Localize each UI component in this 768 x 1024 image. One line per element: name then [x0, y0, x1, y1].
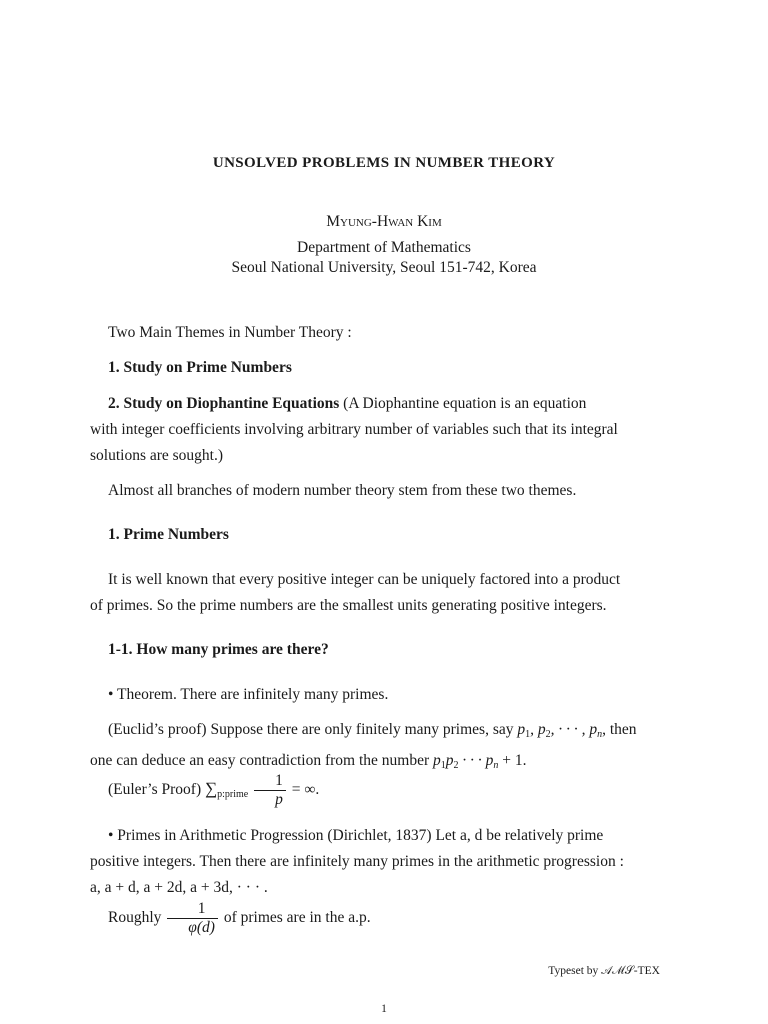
theme-2-line-3: solutions are sought.) — [90, 447, 224, 464]
euler-fraction — [254, 772, 286, 809]
typeset-credit: Typeset by 𝒜ℳ𝒮-TEX — [548, 965, 660, 977]
theme-2-line-2: with integer coefficients involving arbitrary number of variables such that its integral — [90, 421, 618, 438]
roughly-suffix: of primes are in the a.p. — [219, 909, 371, 927]
euclid-line-2b: + 1. — [498, 752, 527, 769]
section-1-line-1: It is well known that every positive integer can be uniquely factored into a product — [108, 571, 621, 588]
theme-2-paragraph — [90, 391, 660, 469]
affiliation-line-1: Department of Mathematics — [297, 239, 471, 256]
section-1-heading: 1. Prime Numbers — [108, 526, 229, 543]
theorem-text: • Theorem. There are infinitely many primes. — [108, 686, 389, 703]
paper-title: UNSOLVED PROBLEMS IN NUMBER THEORY — [212, 155, 556, 171]
section-1-line-2: of primes. So the prime numbers are the smallest units generating positive integers. — [90, 597, 607, 614]
dirichlet-line-3: a, a + d, a + 2d, a + 3d, · · · . — [90, 879, 268, 896]
dirichlet-line-2: positive integers. Then there are infinitely many primes in the arithmetic progression : — [90, 853, 624, 870]
phi-fraction — [167, 900, 218, 937]
dirichlet-paragraph — [90, 823, 660, 901]
affiliation — [0, 238, 768, 278]
euclid-line-1a: (Euclid’s proof) Suppose there are only finitely many primes, say — [108, 721, 518, 738]
euler-suffix: = ∞. — [287, 781, 320, 799]
section-1-paragraph — [90, 567, 660, 619]
euclid-line-1b: , then — [602, 721, 637, 738]
roughly-line — [90, 900, 660, 937]
author-name: Myung-Hwan Kim — [326, 213, 442, 230]
subsection-heading: 1-1. How many primes are there? — [108, 641, 329, 658]
intro-text: Two Main Themes in Number Theory : — [108, 324, 352, 341]
prime-product-formula: p1p2 · · · $p_n$ — [433, 752, 499, 771]
affiliation-line-2: Seoul National University, Seoul 151-742, Korea — [231, 259, 537, 276]
sum-subscript: p:prime — [217, 789, 249, 801]
prime-list-formula: p1, p2, · · · , $p_n$ — [517, 721, 603, 740]
euclid-line-2a: one can deduce an easy contradiction from the number — [90, 752, 434, 769]
phi-frac-num: 1 — [167, 900, 218, 919]
almost-all-text: Almost all branches of modern number theory stem from these two themes. — [108, 482, 577, 499]
theme-2-heading: 2. Study on Diophantine Equations — [108, 395, 340, 412]
euler-frac-den: p — [275, 791, 283, 808]
dirichlet-line-1: • Primes in Arithmetic Progression (Dirichlet, 1837) Let a, d be relatively prime — [108, 827, 604, 844]
phi-frac-den: φ(d) — [188, 919, 215, 936]
euler-proof — [90, 772, 660, 809]
theme-2-line-1: (A Diophantine equation is an equation — [339, 395, 587, 412]
theme-1-heading: 1. Study on Prime Numbers — [108, 359, 292, 376]
page-number: 1 — [381, 1003, 387, 1015]
roughly-prefix: Roughly — [108, 909, 166, 927]
euler-frac-num: 1 — [254, 772, 286, 791]
euler-prefix: (Euler’s Proof) — [108, 781, 205, 799]
euclid-paragraph — [90, 717, 660, 779]
sum-symbol: ∑ — [205, 779, 218, 799]
